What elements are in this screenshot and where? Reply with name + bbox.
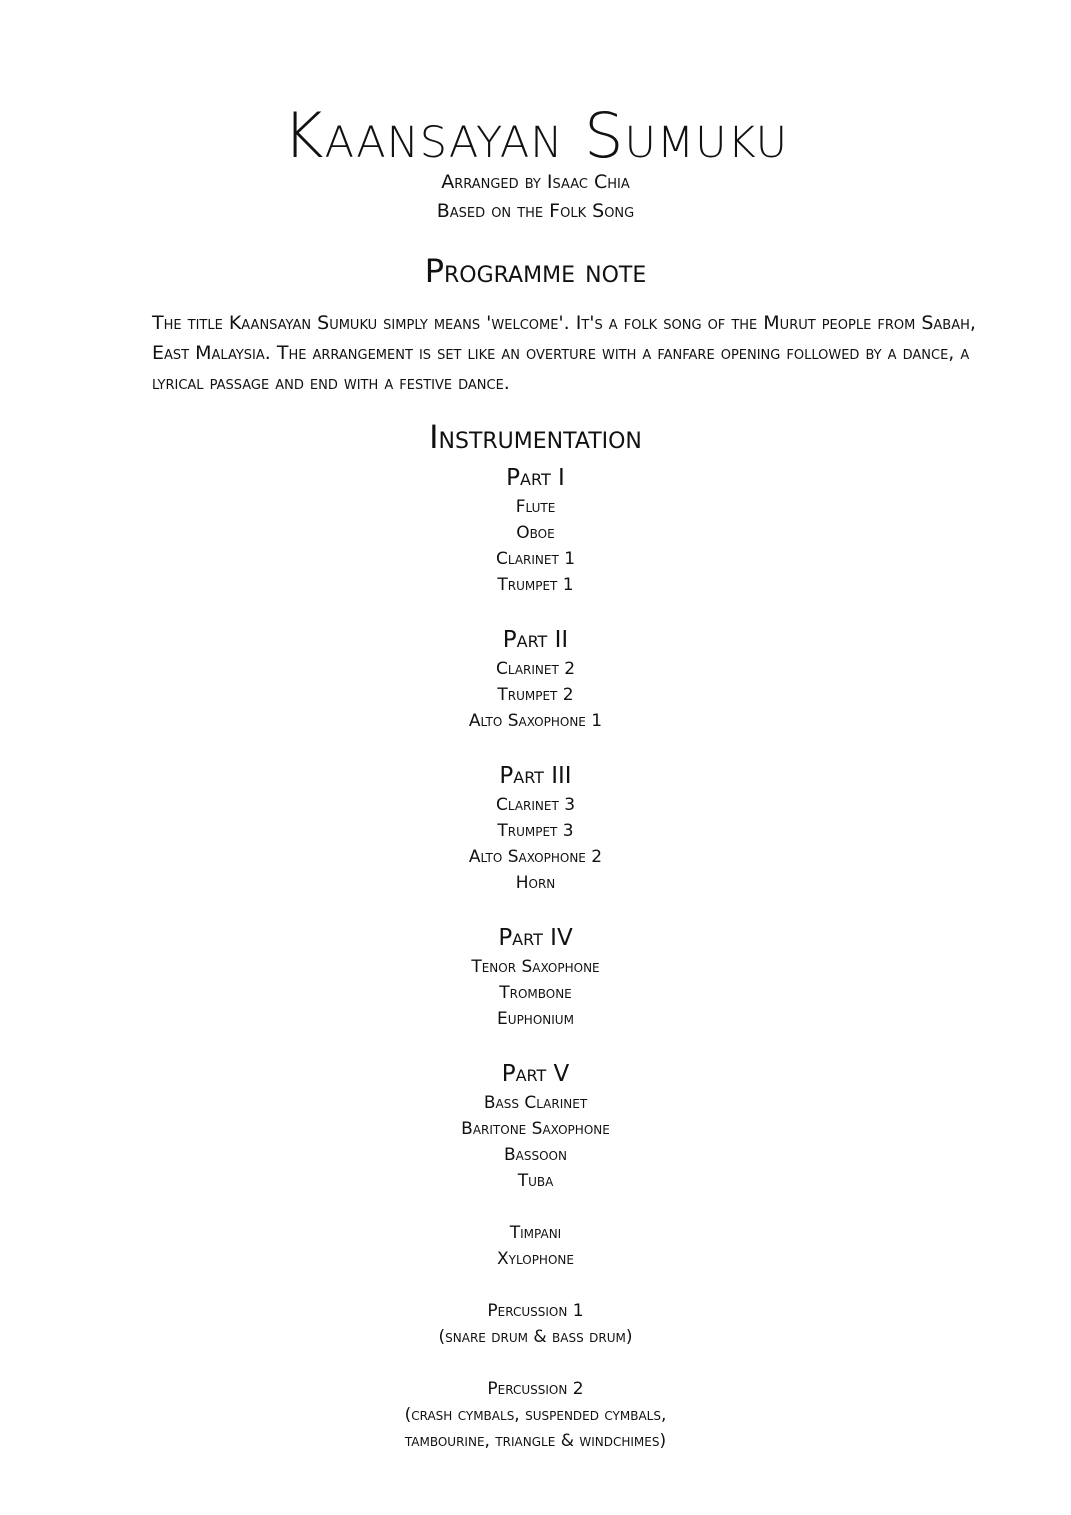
percussion-1-label: Percussion 1: [487, 1301, 584, 1321]
instrumentation-list: [0, 462, 1071, 1454]
page-title: Kaansayan Sumuku: [282, 99, 789, 172]
part-heading: Part IV: [498, 925, 573, 951]
instrument-item: Bass Clarinet: [483, 1093, 588, 1113]
part-group: [0, 1058, 1071, 1194]
percussion-1-group: [0, 1298, 1071, 1350]
part-heading: Part I: [506, 465, 565, 491]
instrument-item: Alto Saxophone 1: [468, 711, 603, 731]
instrument-item: Horn: [515, 873, 556, 893]
instrument-item: Clarinet 2: [495, 659, 576, 679]
instrument-item: Oboe: [516, 523, 555, 543]
part-heading: Part II: [502, 627, 569, 653]
percussion-1-detail: (snare drum & bass drum): [438, 1327, 633, 1347]
percussion-2-detail: tambourine, triangle & windchimes): [404, 1431, 667, 1451]
instrument-item: Trumpet 3: [497, 821, 574, 841]
instrument-item: Bassoon: [504, 1145, 567, 1165]
source-credit: Based on the Folk Song: [436, 200, 635, 222]
programme-note-heading: Programme note: [424, 252, 647, 290]
instrument-item: Baritone Saxophone: [461, 1119, 610, 1139]
part-heading: Part V: [501, 1061, 570, 1087]
part-heading: Part III: [499, 763, 572, 789]
instrument-item: Trumpet 2: [497, 685, 574, 705]
part-group: [0, 760, 1071, 896]
instrument-item: Tuba: [517, 1171, 554, 1191]
percussion-2-label: Percussion 2: [487, 1379, 584, 1399]
arranger-credit: Arranged by Isaac Chia: [441, 171, 630, 193]
instrumentation-heading: Instrumentation: [429, 418, 642, 456]
instrument-item: Euphonium: [497, 1009, 574, 1029]
percussion-2-detail: (crash cymbals, suspended cymbals,: [404, 1405, 667, 1425]
instrument-item: Trombone: [499, 983, 572, 1003]
instrument-item: Clarinet 1: [495, 549, 576, 569]
instrument-item: Xylophone: [497, 1249, 574, 1269]
programme-note-text: The title Kaansayan Sumuku simply means 'welcome'. It's a folk song of the Murut people from Sabah, East Malaysia. The arrangement is set like an overture with a fanfare opening followed by a dance, a lyrical passage and end with a festive dance.: [152, 312, 976, 394]
instrument-item: Trumpet 1: [497, 575, 574, 595]
instrument-item: Timpani: [509, 1223, 562, 1243]
instrument-item: Tenor Saxophone: [471, 957, 600, 977]
part-group: [0, 624, 1071, 734]
mallets-group: [0, 1220, 1071, 1272]
instrument-item: Clarinet 3: [495, 795, 576, 815]
percussion-2-group: [0, 1376, 1071, 1454]
part-group: [0, 922, 1071, 1032]
instrument-item: Alto Saxophone 2: [468, 847, 603, 867]
part-group: [0, 462, 1071, 598]
instrument-item: Flute: [515, 497, 556, 517]
